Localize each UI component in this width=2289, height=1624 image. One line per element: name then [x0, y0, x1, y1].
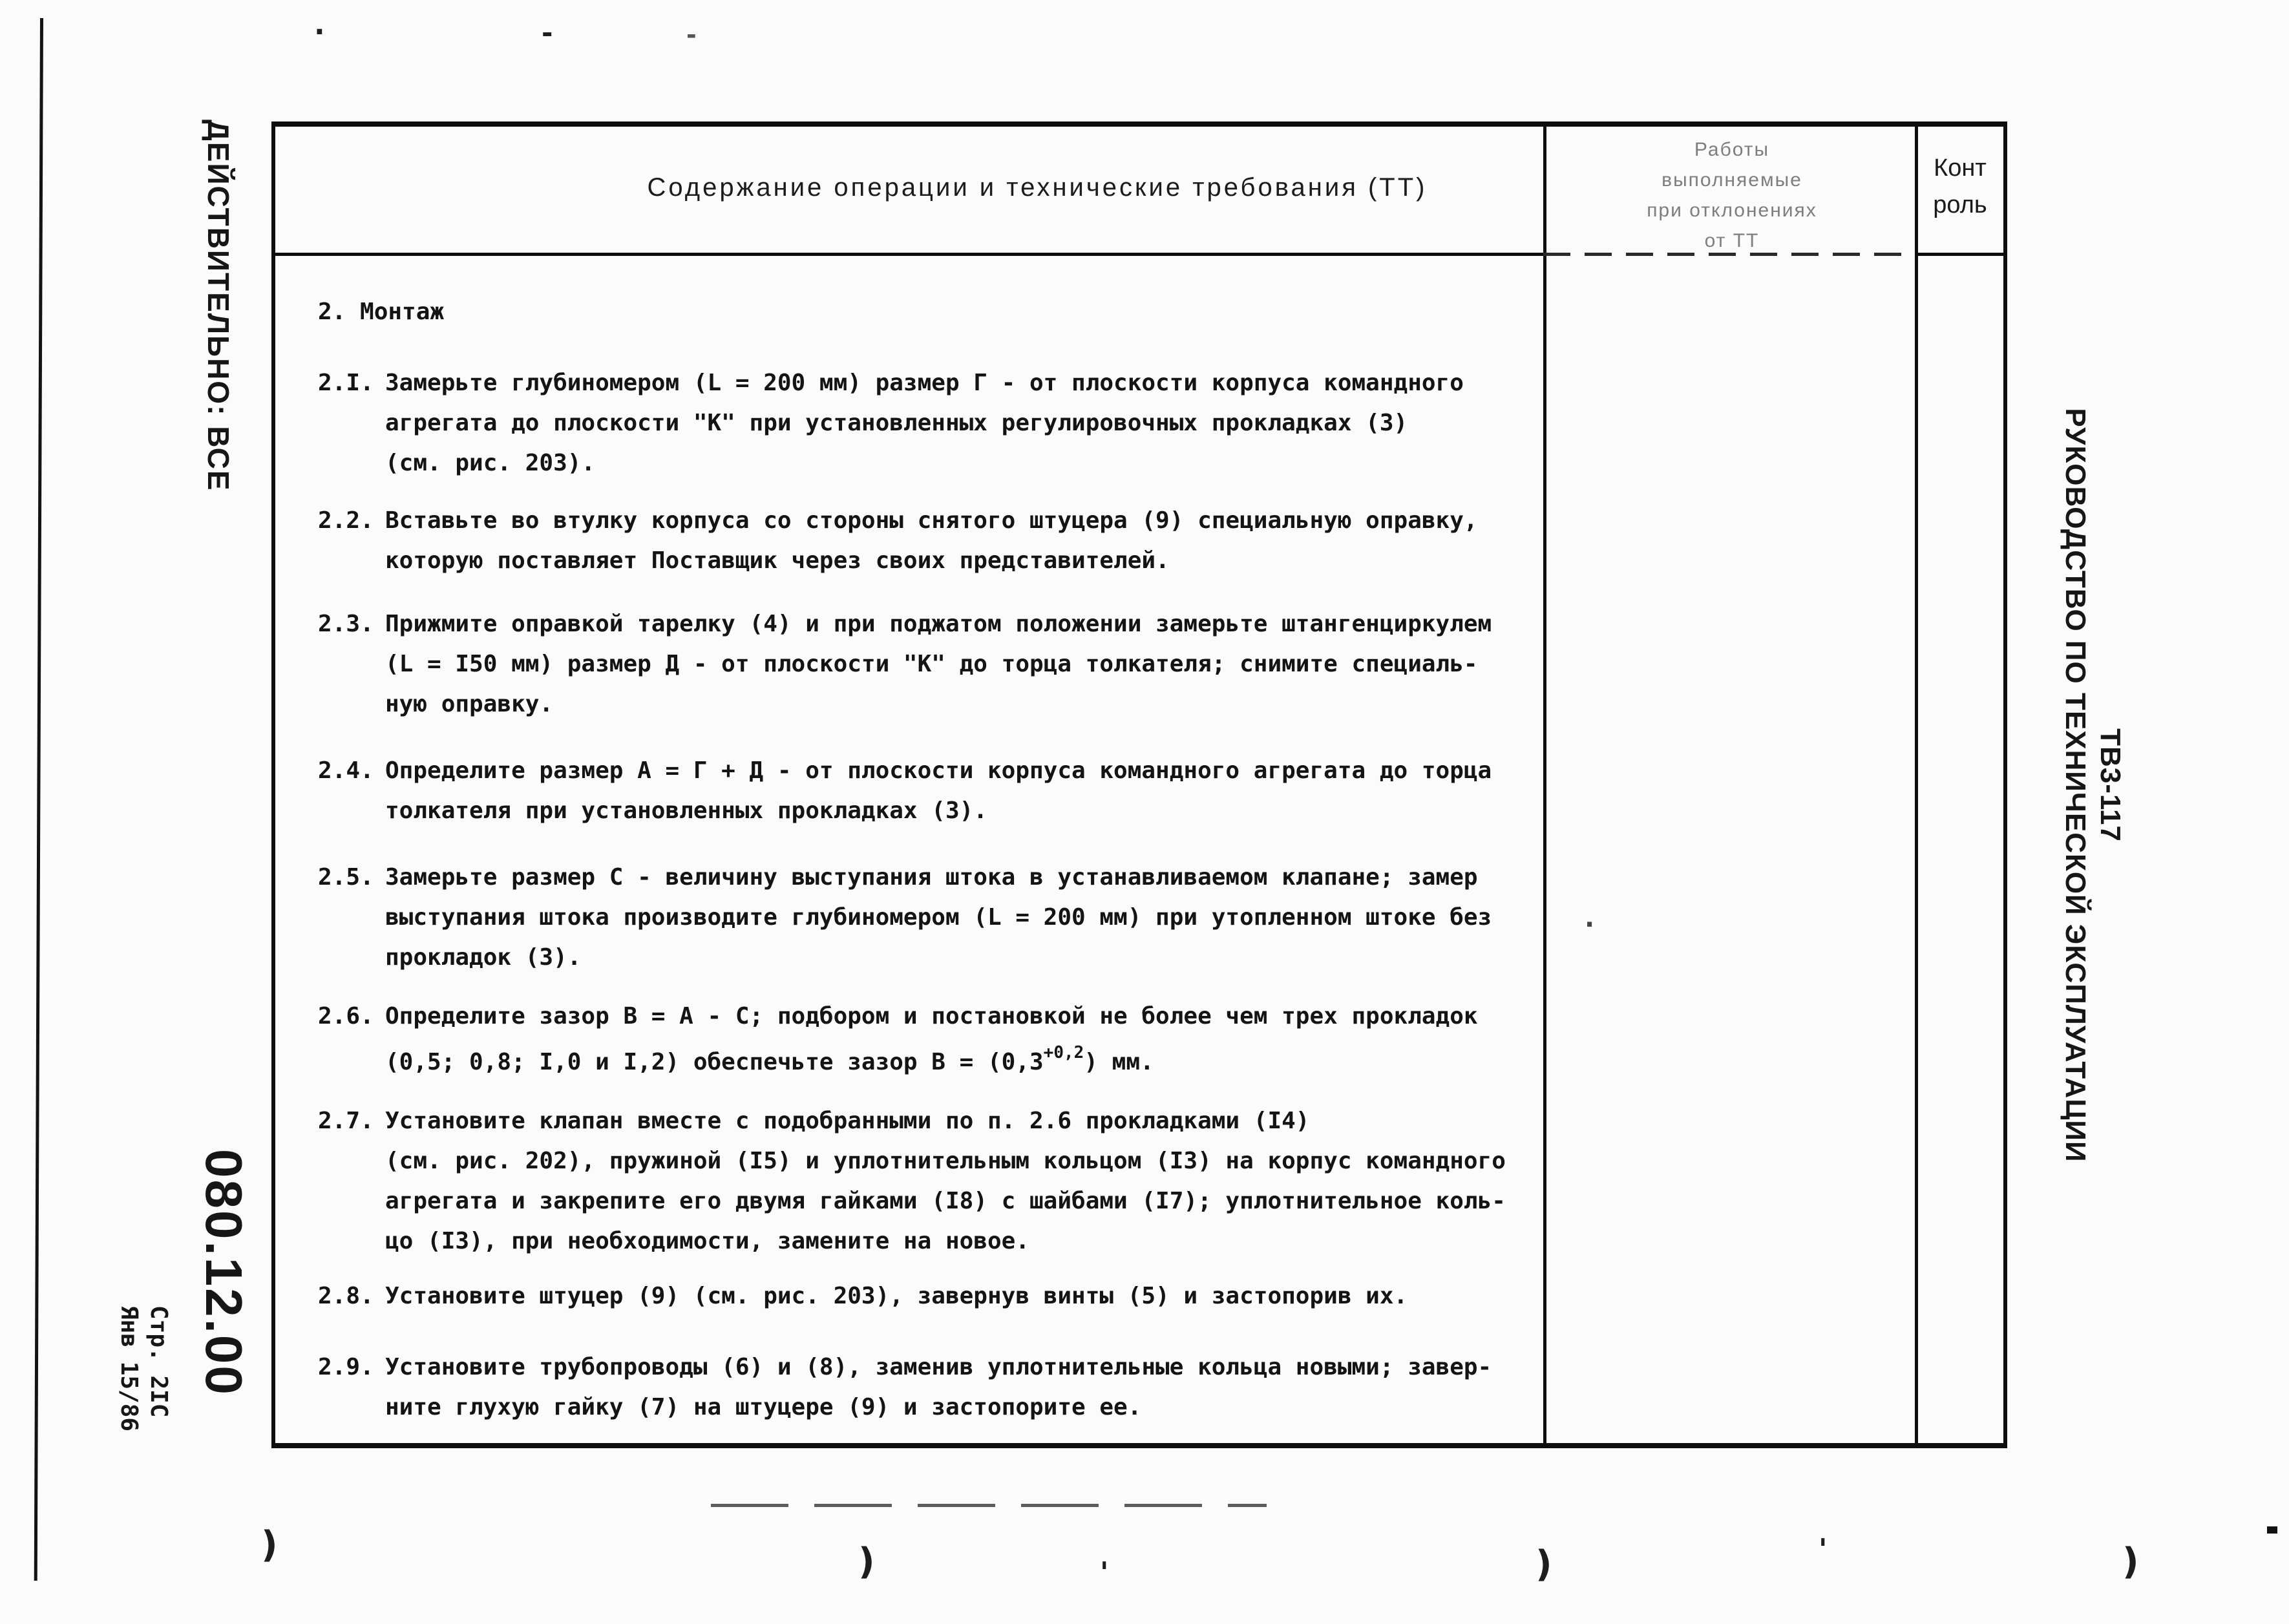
item-line: агрегата до плоскости "К" при установленных регулировочных прокладках (3): [385, 410, 1408, 436]
scan-artifact-paren: ): [2122, 1541, 2139, 1583]
scan-artifact-paren: ): [1535, 1543, 1552, 1585]
scan-artifact-paren: ): [858, 1541, 875, 1583]
item-line: Замерьте размер С - величину выступания штока в устанавливаемом клапане; замер: [385, 864, 1478, 891]
page-number: Стр. 2IC: [145, 1305, 172, 1418]
column-header-control-line: Конт: [1934, 154, 1987, 182]
procedure-item-2-9: [318, 1354, 1546, 1434]
column-header-control-line: роль: [1933, 191, 1987, 218]
item-line: толкателя при установленных прокладках (3).: [385, 797, 987, 824]
item-line: (см. рис. 202), пружиной (I5) и уплотнительным кольцом (I3) на корпус командного: [385, 1148, 1506, 1174]
column-header-deviation-line: Работы: [1694, 139, 1770, 160]
column-header-deviation-line: от ТТ: [1704, 230, 1760, 251]
item-line: выступания штока производите глубиномером (L = 200 мм) при утопленном штоке без: [385, 904, 1492, 931]
item-line: агрегата и закрепите его двумя гайками (I8) с шайбами (I7); уплотнительное коль-: [385, 1188, 1506, 1214]
item-number: 2.4.: [318, 757, 374, 784]
item-line: Установите штуцер (9) (см. рис. 203), завернув винты (5) и застопорив их.: [385, 1283, 1408, 1309]
item-line: Установите трубопроводы (6) и (8), заменив уплотнительные кольца новыми; завер-: [385, 1354, 1492, 1380]
column-header-operations: Содержание операции и технические требования (ТТ): [647, 173, 1428, 202]
item-number: 2.3.: [318, 611, 374, 637]
item-line: ную оправку.: [385, 691, 554, 717]
engine-model: ТВ3-117: [2094, 728, 2126, 842]
scan-artifact-dash: -: [542, 17, 553, 48]
scan-artifact-tick: ': [1819, 1533, 1828, 1566]
item-line: Вставьте во втулку корпуса со стороны снятого штуцера (9) специальную оправку,: [385, 507, 1478, 534]
table-header-divider-col1: [271, 253, 1543, 256]
scan-artifact-tick: ': [1100, 1556, 1109, 1589]
procedure-item-2-2: [318, 507, 1546, 587]
procedure-item-2-7: [318, 1108, 1546, 1268]
manual-title-stamp: [2058, 388, 2127, 1183]
column-header-deviation-line: при отклонениях: [1647, 200, 1817, 221]
item-line: которую поставляет Поставщик через своих представителей.: [385, 547, 1170, 574]
scan-artifact-smudge-line: [711, 1504, 1267, 1507]
item-number: 2.I.: [318, 370, 374, 396]
item-line: (L = I50 мм) размер Д - от плоскости "К" до торца толкателя; снимите специаль-: [385, 651, 1478, 677]
item-line: (см. рис. 203).: [385, 450, 596, 476]
section-title: 2. Монтаж: [318, 299, 445, 325]
validity-stamp: ДЕЙСТВИТЕЛЬНО: ВСЕ: [202, 120, 235, 492]
item-line: ните глухую гайку (7) на штуцере (9) и застопорите ее.: [385, 1394, 1142, 1420]
manual-title: РУКОВОДСТВО ПО ТЕХНИЧЕСКОЙ ЭКСПЛУАТАЦИИ: [2060, 408, 2091, 1163]
scan-artifact-dot: .: [1585, 903, 1595, 933]
column-header-deviation-line: выполняемые: [1661, 169, 1802, 191]
procedure-item-2-5: [318, 864, 1546, 984]
table-divider-col2-col3: [1915, 123, 1918, 1446]
item-number: 2.9.: [318, 1354, 374, 1380]
item-number: 2.8.: [318, 1283, 374, 1309]
document-number-stamp: 080.12.00: [195, 1149, 253, 1397]
scan-artifact-paren: ): [261, 1524, 278, 1566]
scan-artifact-edge-mark: [2267, 1526, 2277, 1534]
item-line: Определите зазор В = А - С; подбором и постановкой не более чем трех прокладок: [385, 1003, 1478, 1029]
tolerance-superscript: +0,2: [1043, 1043, 1084, 1062]
item-line: Определите размер А = Г + Д - от плоскости корпуса командного агрегата до торца: [385, 757, 1492, 784]
procedure-item-2-8: [318, 1283, 1546, 1323]
column-header-deviation-works: [1551, 134, 1913, 256]
procedure-item-2-1: [318, 370, 1546, 490]
procedure-item-2-3: [318, 611, 1546, 731]
scan-artifact-dash: -: [686, 21, 697, 49]
item-line: Замерьте глубиномером (L = 200 мм) размер Г - от плоскости корпуса командного: [385, 370, 1464, 396]
item-number: 2.2.: [318, 507, 374, 534]
item-number: 2.7.: [318, 1108, 374, 1134]
page-edge-line: [34, 18, 43, 1581]
column-header-control: [1918, 150, 2002, 224]
table-border-right: [2003, 121, 2007, 1448]
item-line: цо (I3), при необходимости, замените на новое.: [385, 1228, 1029, 1254]
page-date: Янв 15/86: [116, 1305, 142, 1432]
table-border-bottom: [271, 1443, 2007, 1448]
item-line-with-tolerance: (0,5; 0,8; I,0 и I,2) обеспечьте зазор $В = (0,3^{+0,2})$ мм.: [385, 1043, 1154, 1075]
procedure-item-2-4: [318, 757, 1546, 838]
item-line: Установите клапан вместе с подобранными по п. 2.6 прокладками (I4): [385, 1108, 1310, 1134]
item-line: Прижмите оправкой тарелку (4) и при поджатом положении замерьте штангенциркулем: [385, 611, 1492, 637]
scan-artifact-dot: ·: [314, 16, 325, 48]
table-header-divider-col3: [1915, 253, 2007, 256]
item-line: прокладок (3).: [385, 944, 582, 971]
item-number: 2.6.: [318, 1003, 374, 1029]
table-border-left: [271, 121, 275, 1448]
page-reference-stamp: [114, 1305, 173, 1431]
table-border-top: [274, 121, 2007, 127]
procedure-item-2-6: [318, 1003, 1546, 1083]
item-number: 2.5.: [318, 864, 374, 891]
